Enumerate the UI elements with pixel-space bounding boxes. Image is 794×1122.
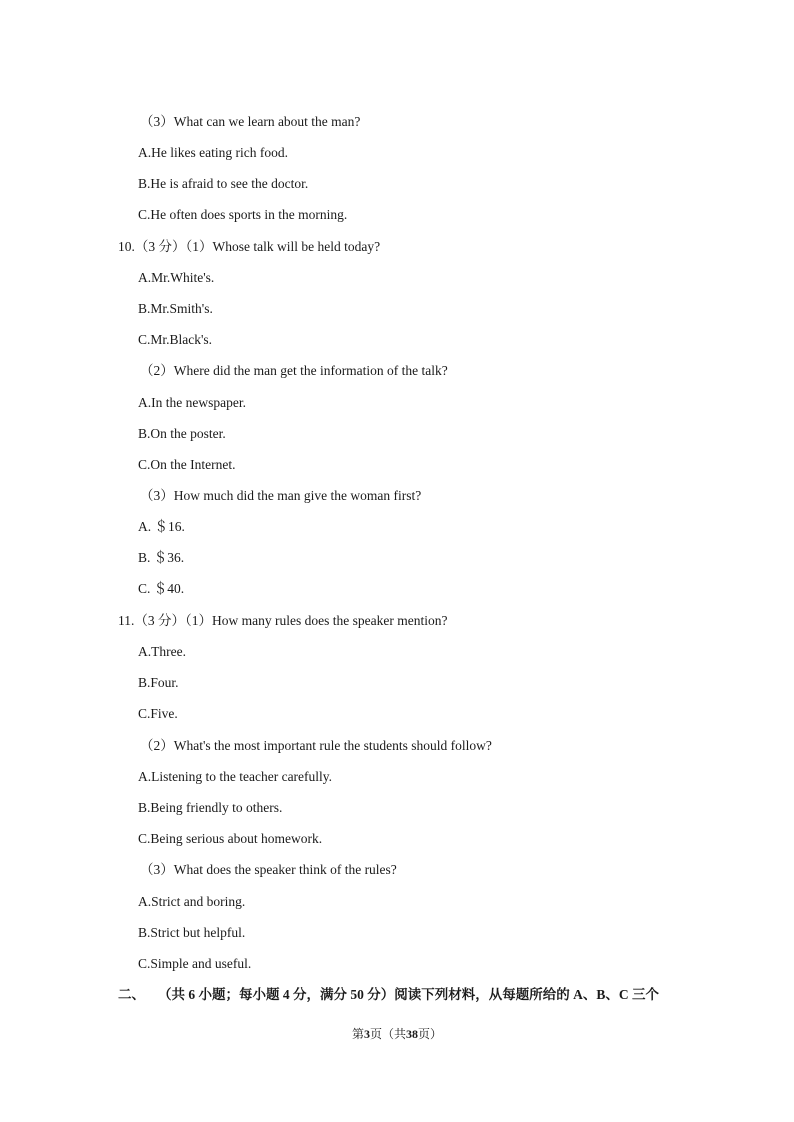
footer-suffix: 页） bbox=[418, 1027, 443, 1041]
q10-sub2-option-c: C.On the Internet. bbox=[138, 457, 236, 472]
q10-sub2-option-a: A.In the newspaper. bbox=[138, 395, 246, 410]
q11-sub3-option-b: B.Strict but helpful. bbox=[138, 925, 246, 940]
q10-sub2-option-b: B.On the poster. bbox=[138, 426, 226, 441]
q11-sub2-option-a: A.Listening to the teacher carefully. bbox=[138, 769, 333, 784]
page-footer bbox=[0, 1027, 794, 1041]
q9-sub3-option-c: C.He often does sports in the morning. bbox=[138, 207, 348, 222]
q10-sub1-option-b: B.Mr.Smith's. bbox=[138, 301, 213, 316]
footer-prefix: 第 bbox=[351, 1027, 364, 1041]
q10-sub1-option-c: C.Mr.Black's. bbox=[138, 332, 213, 347]
q9-sub3-prompt: （3）What can we learn about the man? bbox=[140, 114, 361, 129]
q11-sub2-prompt: （2）What's the most important rule the students should follow? bbox=[140, 738, 492, 753]
section-two-heading bbox=[118, 987, 659, 1003]
q10-sub3-prompt: （3）How much did the man give the woman first? bbox=[140, 488, 422, 503]
q11-sub3-option-a: A.Strict and boring. bbox=[138, 894, 246, 909]
q11-sub2-option-b: B.Being friendly to others. bbox=[138, 800, 283, 815]
footer-mid: 页（共 bbox=[369, 1027, 406, 1041]
q9-sub3-option-a: A.He likes eating rich food. bbox=[138, 145, 288, 160]
q10-sub3-option-c: C. ＄40. bbox=[138, 581, 185, 596]
footer-page-number: 3 bbox=[363, 1027, 370, 1041]
q11-sub3-prompt: （3）What does the speaker think of the rules? bbox=[140, 862, 397, 877]
section-two-instructions: （共 6 小题；每小题 4 分，满分 50 分）阅读下列材料，从每题所给的 A、B、C 三个 bbox=[158, 987, 660, 1002]
q9-sub3-option-b: B.He is afraid to see the doctor. bbox=[138, 176, 309, 191]
q11-sub1-option-b: B.Four. bbox=[138, 675, 179, 690]
q11-sub1-option-a: A.Three. bbox=[138, 644, 186, 659]
q10-sub3-option-b: B. ＄36. bbox=[138, 550, 185, 565]
q10-header: 10.（3 分）（1）Whose talk will be held today? bbox=[118, 239, 381, 254]
section-two-number: 二、 bbox=[118, 987, 145, 1002]
q11-sub1-option-c: C.Five. bbox=[138, 706, 178, 721]
q10-sub2-prompt: （2）Where did the man get the information of the talk? bbox=[140, 363, 448, 378]
q11-sub2-option-c: C.Being serious about homework. bbox=[138, 831, 323, 846]
q11-header: 11.（3 分）（1）How many rules does the speaker mention? bbox=[118, 613, 448, 628]
q11-sub3-option-c: C.Simple and useful. bbox=[138, 956, 252, 971]
footer-total-pages: 38 bbox=[406, 1027, 418, 1041]
q10-sub3-option-a: A. ＄16. bbox=[138, 519, 185, 534]
q10-sub1-option-a: A.Mr.White's. bbox=[138, 270, 215, 285]
